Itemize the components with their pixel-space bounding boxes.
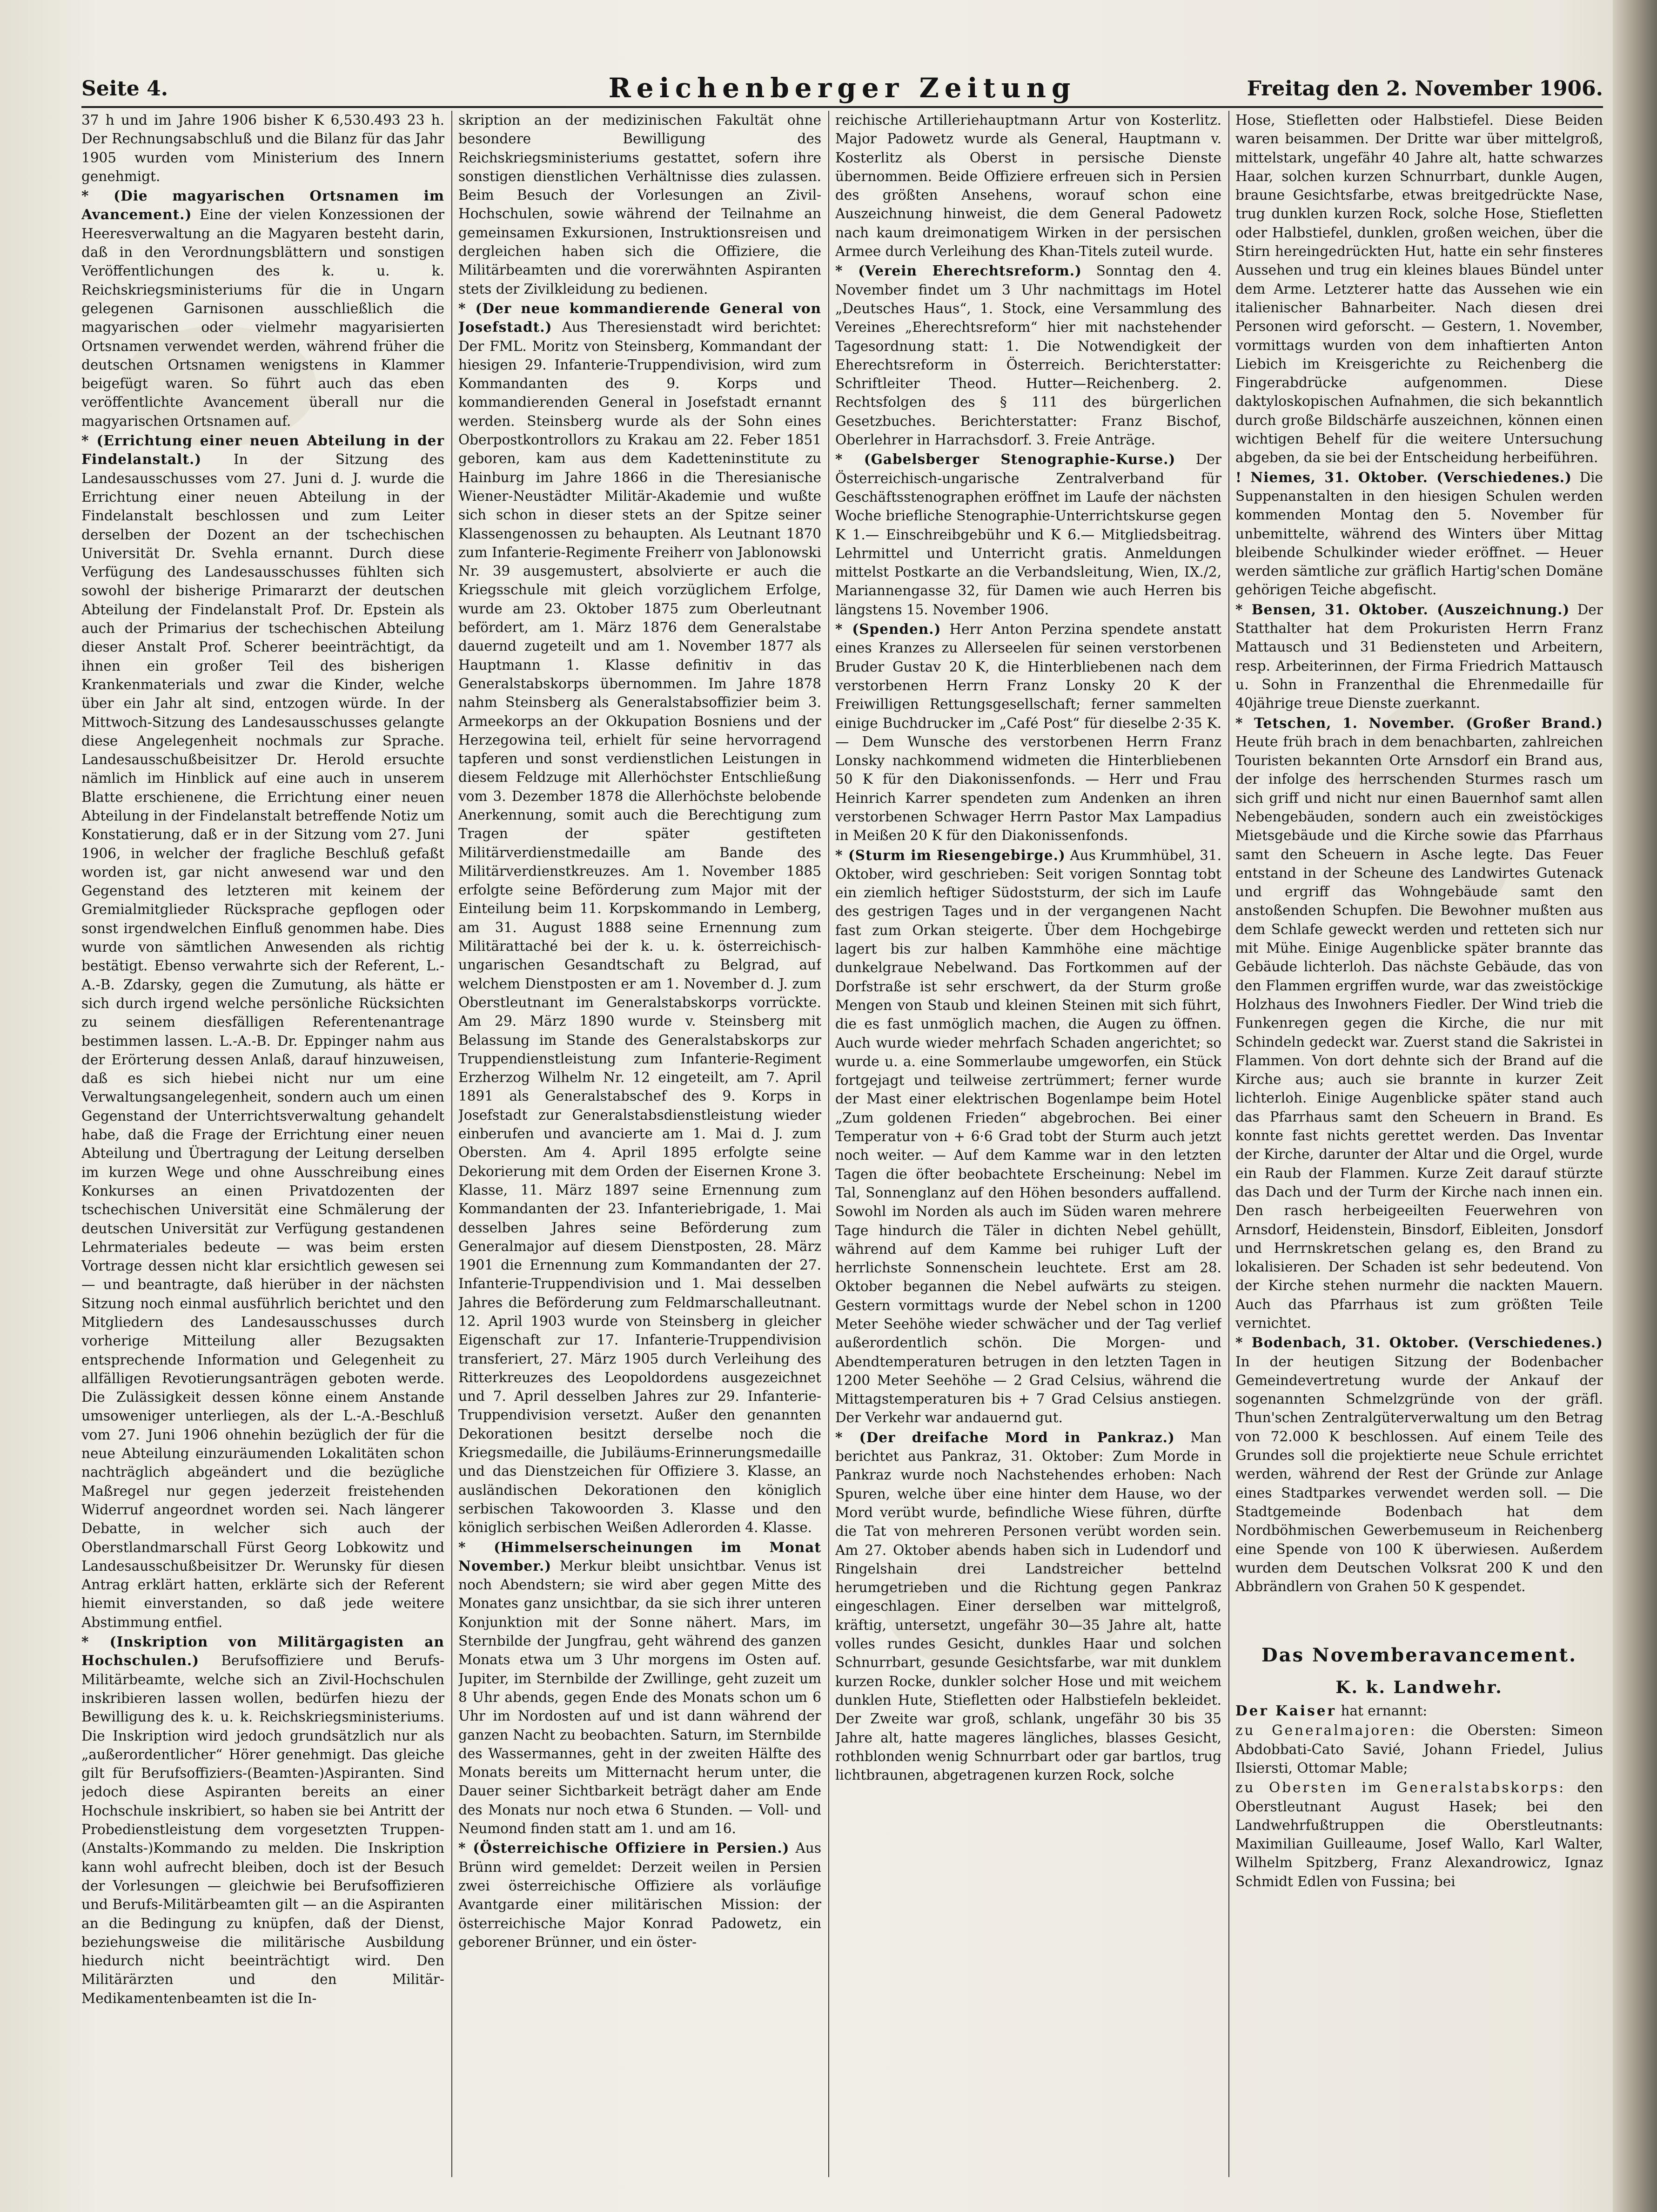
header-rule (81, 106, 1603, 108)
article (835, 111, 1221, 261)
section-title: Das Novemberavancement. (1261, 1644, 1577, 1667)
article-headline: * (Sturm im Riesengebirge.) (835, 847, 1066, 863)
article-headline: * Bensen, 31. Oktober. (Auszeichnung.) (1235, 601, 1570, 618)
newspaper-title: Reichenberger Zeitung (608, 72, 1076, 104)
avancement-entry (1235, 1778, 1603, 1891)
article-body: Sonntag den 4. November findet um 3 Uhr nachmittags im Hotel „Deutsches Haus“, 1. Stock, eine Versammlung des Vereines „Eherechtsreform“ hier mit nachstehender Tagesordnung statt: 1. Die Notwendigkeit der Eherechtsreform in Österreich. Berichterstatter: Schriftleiter Theod. Hutter—Reichenberg. 2. Rechtsfolgen des § 111 des bürgerlichen Gesetzbuches. Berichterstatter: Franz Bischof, Oberlehrer in Harrachsdorf. 3. Freie Anträge. (835, 263, 1221, 448)
article-body: In der Sitzung des Landesausschusses vom 27. Juni d. J. wurde die Errichtung einer neuen Abteilung in der Findelanstalt beschlossen und zum Leiter derselben der Dozent an der tschechischen Universität Dr. Svehla ernannt. Durch diese Verfügung des Landesausschusses fühlten sich sowohl der bisherige Primararzt der deutschen Abteilung der Findelanstalt Prof. Dr. Epstein als auch der Primarius der tschechischen Abteilung dieser Anstalt Prof. Scherer beeinträchtigt, da ihnen ein großer Teil des bisherigen Krankenmaterials und zwar die Kinder, welche über ein Jahr alt sind, entzogen würde. In der Mittwoch-Sitzung des Landesausschusses gelangte diese Angelegenheit nochmals zur Sprache. Landesausschußbeisitzer Dr. Herold ersuchte nämlich im Hinblick auf eine auch in unserem Blatte erschienene, die Errichtung einer neuen Abteilung in der Findelanstalt betreffende Notiz um Konstatierung, daß er in der Sitzung vom 27. Juni 1906, in welcher der fragliche Beschluß gefaßt worden ist, gar nicht anwesend war und den Gegenstand des letzteren mit keinem der Gremialmitglieder Rücksprache gepflogen oder sonst irgendwelchen Einfluß genommen habe. Dies wurde von sämtlichen Anwesenden als richtig bestätigt. Ebenso verwahrte sich der Referent, L.-A.-B. Zdarsky, gegen die Zumutung, als hätte er sich durch irgend welche persönliche Rücksichten zu seinem diesfälligen Referentenantrage bestimmen lassen. L.-A.-B. Dr. Eppinger nahm aus der Erörterung dessen Anlaß, darauf hinzuweisen, daß es sich hiebei nicht nur um eine Verwaltungsangelegenheit, sondern auch um einen Gegenstand der Unterrichtsverwaltung gehandelt habe, daß die Frage der Errichtung einer neuen Abteilung und Übertragung der Leitung derselben im kurzen Wege und ohne Ausschreibung eines Konkurses an einen Privatdozenten der tschechischen Universität eine Schmälerung der deutschen Universität zur Verfügung gestandenen Lehrmateriales bedeute — was beim ersten Vortrage dessen nicht klar ersichtlich gewesen sei — und beantragte, daß hierüber in der nächsten Sitzung noch einmal ausführlich berichtet und den Mitgliedern des Landesausschusses durch vorherige Mitteilung aller Bezugsakten entsprechende Information und Gelegenheit zu allfälligen Revotierungsanträgen geboten werde. Die Zulässigkeit dessen könne einem Anstande umsoweniger unterliegen, als der L.-A.-Beschluß vom 27. Juni 1906 ohnehin bezüglich der für die neue Abteilung einzuräumenden Lokalitäten schon nachträglich abgeändert und die bezügliche Maßregel nur gegen jederzeit freistehenden Widerruf angeordnet worden sei. Nach längerer Debatte, in welcher sich auch der Oberstlandmarschall Fürst Georg Lobkowitz und Landesausschußbeisitzer Dr. Werunsky für diesen Antrag erklärt hatten, erklärte sich der Referent hiemit einverstanden, so daß jede weitere Abstimmung entfiel. (81, 451, 444, 1630)
column-divider (451, 111, 452, 2177)
article (835, 450, 1221, 619)
article-body: Herr Anton Perzina spendete anstatt eines Kranzes zu Allerseelen für seinen verstorbenen Bruder Gustav 20 K, die Hinterbliebenen nach dem verstorbenen Herrn Franz Lonsky 20 K der Freiwilligen Rettungsgesellschaft; ferner sammelten einige Buchdrucker im „Café Post“ für dieselbe 2·35 K. — Dem Wunsche des verstorbenen Herrn Franz Lonsky nachkommend widmeten die Hinterbliebenen 50 K für den Diakonissenfonds. — Herr und Frau Heinrich Karrer spendeten zum Andenken an ihren verstorbenen Schwager Herrn Pastor Max Lampadius in Meißen 20 K für den Diakonissenfonds. (835, 621, 1221, 844)
article-body: Man berichtet aus Pankraz, 31. Oktober: Zum Morde in Pankraz wurde noch Nachstehendes erhoben: Nach Spuren, welche über eine hinter dem Hause, wo der Mord verübt wurde, befindliche Wiese führen, dürfte die Tat von mehreren Personen verübt worden sein. Am 27. Oktober abends haben sich in Ludendorf und Ringelshain drei Landstreicher bettelnd herumgetrieben und die Richtung gegen Pankraz eingeschlagen. Einer derselben war mittelgroß, kräftig, untersetzt, ungefähr 30—35 Jahre alt, hatte volles rundes Gesicht, dunkles Haar und solchen Schnurrbart, gesunde Gesichtsfarbe, war mit dunklem kurzen Rocke, dunkler solcher Hose und mit weichem dunklen Hute, Stiefletten oder Halbstiefeln bekleidet. Der Zweite war groß, schlank, ungefähr 30 bis 35 Jahre alt, hatte mageres längliches, blasses Gesicht, rothblonden wenig Schnurrbart oder gar bartlos, trug lichtbraunen, abgetragenen kurzen Rock, solche (835, 1429, 1221, 1783)
article-headline: * (Verein Eherechtsreform.) (835, 262, 1082, 279)
article-headline: * Tetschen, 1. November. (Großer Brand.) (1235, 714, 1603, 731)
section-subtitle: K. k. Landwehr. (1335, 1677, 1503, 1697)
intro-head: Der Kaiser (1235, 1702, 1337, 1719)
article (1235, 468, 1603, 599)
column-3 (835, 111, 1221, 2177)
article-headline: * (Errichtung einer neuen Abteilung in der Findelanstalt.) (81, 432, 444, 468)
article (81, 1633, 444, 2008)
article-body: skription an der medizinischen Fakultät ohne besondere Bewilligung des Reichskriegsministeriums gestattet, sofern ihre sonstigen dienstlichen Verhältnisse dies zulassen. Beim Besuch der Vorlesungen an Zivil-Hochschulen, sowie während der Teilnahme an gemeinsamen Exkursionen, Instruktionsreisen und dergleichen haben sich die Offiziere, die Militärbeamten und die vorerwähnten Aspiranten stets der Zivilkleidung zu bedienen. (458, 112, 821, 297)
article-body: Merkur bleibt unsichtbar. Venus ist noch Abendstern; sie wird aber gegen Mitte des Monates ganz unsichtbar, da sie sich ihrer unteren Konjunktion mit der Sonne nähert. Mars, im Sternbilde der Jungfrau, geht während des ganzen Monats etwa um 3 Uhr morgens im Osten auf. Jupiter, im Sternbilde der Zwillinge, geht zuzeit um 8 Uhr abends, gegen Ende des Monats schon um 6 Uhr im Nordosten auf und ist dann während der ganzen Nacht zu beobachten. Saturn, im Sternbilde des Wassermannes, geht in der zweiten Hälfte des Monats bereits um Mitternacht herum unter, die Dauer seiner Sichtbarkeit beträgt daher am Ende des Monats nur noch etwa 6 Stunden. — Voll- und Neumond finden statt am 1. und am 16. (458, 1558, 821, 1837)
article-body: Aus Theresienstadt wird berichtet: Der FML. Moritz von Steinsberg, Kommandant der hiesigen 29. Infanterie-Truppendivision, wird zum Kommandanten des 9. Korps und kommandierenden General in Josefstadt ernannt werden. Steinsberg wurde als der Sohn eines Oberpostkontrollors zu Krakau am 22. Feber 1851 geboren, kam aus dem Kadetteninstitute zu Hainburg im Jahre 1866 in die Theresianische Wiener-Neustädter Militär-Akademie und wußte sich schon in dieser stets an der Spitze seiner Klassengenossen zu behaupten. Als Leutnant 1870 zum Infanterie-Regimente Freiherr von Jablonowski Nr. 39 ausgemustert, absolvierte er auch die Kriegsschule mit gleich vorzüglichem Erfolge, wurde am 23. Oktober 1875 zum Oberleutnant befördert, am 1. März 1876 dem Generalstabe dauernd zugeteilt und am 1. November 1877 als Hauptmann 1. Klasse definitiv in das Generalstabskorps übernommen. Im Jahre 1878 nahm Steinsberg als Generalstabsoffizier beim 3. Armeekorps an der Okkupation Bosniens und der Herzegowina teil, erhielt für seine hervorragend tapferen und sonst verdienstlichen Leistungen in diesem Feldzuge mit Allerhöchster Entschließung vom 3. Dezember 1878 die Allerhöchste belobende Anerkennung, somit auch die Berechtigung zum Tragen der später gestifteten Militärverdienstmedaille am Bande des Militärverdienstkreuzes. Am 1. November 1885 erfolgte seine Beförderung zum Major mit der Einteilung beim 11. Korpskommando in Lemberg, am 31. August 1888 seine Ernennung zum Militärattaché bei der k. u. k. österreichisch-ungarischen Gesandtschaft zu Belgrad, auf welchem Dienstposten er am 1. November d. J. zum Oberstleutnant im Generalstabskorps vorrückte. Am 29. März 1890 wurde v. Steinsberg mit Belassung im Stande des Generalstabskorps zur Truppendienstleistung zum Infanterie-Regiment Erzherzog Wilhelm Nr. 12 eingeteilt, am 7. April 1891 als Generalstabschef des 9. Korps in Josefstadt zur Generalstabsdienstleistung wieder einberufen und avancierte am 1. Mai d. J. zum Obersten. Am 4. April 1895 erfolgte seine Dekorierung mit dem Orden der Eisernen Krone 3. Klasse, 11. März 1897 seine Ernennung zum Kommandanten der 23. Infanteriebrigade, 1. Mai desselben Jahres seine Beförderung zum Generalmajor auf diesem Dienstposten, 28. März 1901 die Ernennung zum Kommandanten der 27. Infanterie-Truppendivision und 1. Mai desselben Jahres die Beförderung zum Feldmarschalleutnant. 12. April 1903 wurde von Steinsberg in gleicher Eigenschaft zur 17. Infanterie-Truppendivision transferiert, 27. März 1905 durch Verleihung des Ritterkreuzes des Leopoldordens ausgezeichnet und 7. April desselben Jahres zur 29. Infanterie-Truppendivision versetzt. Außer den genannten Dekorationen besitzt derselbe noch die Kriegsmedaille, die Jubiläums-Erinnerungsmedaille und das Dienstzeichen für Offiziere 3. Klasse, an ausländischen Dekorationen den königlich serbischen Takowoorden 3. Klasse und den königlich serbischen Weißen Adlerorden 4. Klasse. (458, 319, 821, 1536)
article-body: Heute früh brach in dem benachbarten, zahlreichen Touristen bekannten Orte Arnsdorf ein Brand aus, der infolge des herrschenden Sturmes rasch um sich griff und nicht nur einen Bauernhof samt allen Nebengebäuden, sondern auch ein zweistöckiges Mietsgebäude und die Kirche sowie das Pfarrhaus samt den Scheuern in Asche legte. Das Feuer entstand in der Scheune des Landwirtes Gutenack und ergriff das Wohngebäude samt den anstoßenden Schupfen. Die Bewohner mußten aus dem Schlafe geweckt werden und retteten sich nur mit Mühe. Einige Augenblicke später brannte das Gebäude lichterloh. Das nächste Gebäude, das von den Flammen ergriffen wurde, war das zweistöckige Holzhaus des Inwohners Fiedler. Der Wind trieb die Funkenregen gegen die Kirche, die nur mit Schindeln gedeckt war. Zuerst stand die Sakristei in Flammen. Von dort dehnte sich der Brand auf die Kirche aus; auch sie brannte in kurzer Zeit lichterloh. Einige Augenblicke später stand auch das Pfarrhaus samt den Scheuern in Brand. Es konnte fast nichts gerettet werden. Das Inventar der Kirche, darunter der Altar und die Orgel, wurde ein Raub der Flammen. Kurze Zeit darauf stürzte das Dach und der Turm der Kirche nach innen ein. Den rasch herbeigeeilten Feuerwehren von Arnsdorf, Heidenstein, Binsdorf, Eibleiten, Jonsdorf und Herrnskretschen gelang es, den Brand zu lokalisieren. Der Schaden ist sehr bedeutend. Von der Kirche stehen nurmehr die nackten Mauern. Auch das Pfarrhaus ist zum größten Teile vernichtet. (1235, 733, 1603, 1331)
article-headline: * (Österreichische Offiziere in Persien.) (458, 1840, 790, 1856)
article-headline: ! Niemes, 31. Oktober. (Verschiedenes.) (1235, 469, 1572, 485)
intro-text: hat ernannt: (1341, 1703, 1428, 1719)
article (1235, 600, 1603, 713)
article-body: reichische Artilleriehauptmann Artur von Kosterlitz. Major Padowetz wurde als General, Hauptmann v. Kosterlitz als Oberst in persische Dienste übernommen. Beide Offiziere erfreuen sich in Persien des größten Ansehens, worauf schon eine Auszeichnung hinweist, die dem General Padowetz nach kaum dreimonatigem Wirken in der persischen Armee durch Verleihung des Khan-Titels zuteil wurde. (835, 112, 1221, 260)
column-4 (1235, 111, 1603, 2177)
article (1235, 111, 1603, 467)
article-headline: * (Himmelserscheinungen im Monat November.) (458, 1539, 821, 1574)
article-body: Die Suppenanstalten in den hiesigen Schulen werden kommenden Montag den 5. November für unbemittelte, während des Winters über Mittag bleibende Schulkinder wieder eröffnet. — Heuer werden sämtliche zur gräflich Hartig'schen Domäne gehörigen Teiche abgefischt. (1235, 469, 1603, 598)
page-header (81, 72, 1603, 105)
avancement-intro (1235, 1701, 1603, 1720)
column-divider (828, 111, 829, 2177)
article (835, 620, 1221, 845)
column-1 (81, 111, 444, 2177)
entry-text: den Oberstleutnant August Hasek; bei den Landwehrfußtruppen die Oberstleutnants: Maximilian Guilleaume, Josef Wallo, Karl Walter, Wilhelm Spitzberg, Franz Alexandrowicz, Ignaz Schmidt Edlen von Fussina; bei (1235, 1780, 1603, 1889)
article-headline: * Bodenbach, 31. Oktober. (Verschiedenes.) (1235, 1334, 1603, 1351)
entry-head: zu Generalmajoren: (1235, 1722, 1417, 1739)
issue-date: Freitag den 2. November 1906. (1247, 77, 1603, 101)
page-number: Seite 4. (81, 77, 168, 101)
article (458, 111, 821, 298)
column-divider (1228, 111, 1229, 2177)
article (1235, 714, 1603, 1333)
article (1235, 1333, 1603, 1596)
article-body: Berufsoffiziere und Berufs-Militärbeamte, welche sich an Zivil-Hochschulen inskribieren lassen wollen, bedürfen hiezu der Bewilligung des k. u. k. Reichskriegsministeriums. Die Inskription wird jedoch grundsätzlich nur als „außerordentlicher“ Hörer genehmigt. Das gleiche gilt für Berufsoffiziers-(Beamten-)Aspiranten. Sind jedoch diese Aspiranten bereits an einer Hochschule inskribiert, so haben sie bei Antritt der Probedienstleistung dem vorgesetzten Truppen-(Anstalts-)Kommando zu melden. Die Inskription kann wohl aufrecht bleiben, doch ist der Besuch der Vorlesungen — gleichwie bei Berufsoffizieren und Berufs-Militärbeamten gilt — an die Aspiranten an die Bedingung zu knüpfen, daß der Dienst, beziehungsweise die militärische Ausbildung hiedurch nicht beeinträchtigt wird. Den Militärärzten und den Militär-Medikamentenbeamten ist die In- (81, 1653, 444, 2006)
article-body: Der Statthalter hat dem Prokuristen Herrn Franz Mattausch und 31 Bediensteten und Arbeitern, resp. Arbeiterinnen, der Firma Friedrich Mattausch u. Sohn in Franzenthal die Ehrenmedaille für 40jährige treue Dienste zuerkannt. (1235, 601, 1603, 712)
article-body: Aus Krummhübel, 31. Oktober, wird geschrieben: Seit vorigen Sonntag tobt ein ziemlich heftiger Südoststurm, der sich im Laufe des gestrigen Tages und in der vergangenen Nacht fast zum Orkan steigerte. Über dem Hochgebirge lagert bis zur halben Kammhöhe eine mächtige dunkelgraue Nebelwand. Das Fortkommen auf der Dorfstraße ist sehr erschwert, da der Sturm große Mengen von Staub und kleinen Steinen mit sich führt, die es fast unmöglich machen, die Augen zu öffnen. Auch wurde wieder mehrfach Schaden angerichtet; so wurde u. a. eine Sommerlaube umgeworfen, ein Stück fortgejagt und teilweise zertrümmert; ferner wurde der Mast einer elektrischen Bogenlampe beim Hotel „Zum goldenen Frieden“ abgebrochen. Bei einer Temperatur von + 6·6 Grad tobt der Sturm auch jetzt noch weiter. — Auf dem Kamme war in den letzten Tagen die öfter beobachtete Erscheinung: Nebel im Tal, Sonnenglanz auf den Höhen besonders auffallend. Sowohl im Norden als auch im Süden waren mehrere Tage hindurch die Täler in dichten Nebel gehüllt, während auf dem Kamme bei ruhiger Luft der herrlichste Sonnenschein leuchtete. Erst am 28. Oktober begannen die Nebel aufwärts zu steigen. Gestern vormittags wurde der Nebel schon in 1200 Meter Seehöhe wieder schwächer und der Tag verlief außerordentlich schön. Die Morgen- und Abendtemperaturen betrugen in den letzten Tagen in 1200 Meter Seehöhe — 2 Grad Celsius, während die Mittagstemperaturen bis + 7 Grad Celsius anstiegen. Der Verkehr war andauernd gut. (835, 847, 1221, 1426)
article-headline: * (Spenden.) (835, 621, 941, 638)
article (835, 1428, 1221, 1785)
article-body: In der heutigen Sitzung der Bodenbacher Gemeindevertretung wurde der Ankauf der sogenannten Schmelzgründe von der gräfl. Thun'schen Zentralgüterverwaltung um den Betrag von 72.000 K beschlossen. Auf einem Teile des Grundes soll die projektierte neue Schule errichtet werden, während der Rest der Gründe zur Anlage eines Stadtparkes verwendet werden soll. — Die Stadtgemeinde Bodenbach hat dem Nordböhmischen Gewerbemuseum in Reichenberg eine Spende von 100 K überwiesen. Außerdem wurden dem Deutschen Volksrat 200 K und den Abbrändlern von Grahen 50 K gespendet. (1235, 1353, 1603, 1595)
article (458, 299, 821, 1537)
entry-text: die Obersten: Simeon Abdobbati-Cato Savié, Johann Friedel, Julius Ilsiersti, Ottomar Mable; (1235, 1722, 1603, 1776)
section-gap (1235, 1597, 1603, 1633)
article-body: Aus Brünn wird gemeldet: Derzeit weilen in Persien zwei österreichische Offiziere als vorläufige Avantgarde einer militärischen Mission: der österreichische Major Konrad Padowetz, ein geborener Brünner, und ein öster- (458, 1840, 821, 1950)
article (458, 1839, 821, 1951)
article-headline: * (Inskription von Militärgagisten an Hochschulen.) (81, 1634, 444, 1669)
article-headline: * (Gabelsberger Stenographie-Kurse.) (835, 451, 1176, 468)
article-body: Hose, Stiefletten oder Halbstiefel. Diese Beiden waren beisammen. Der Dritte war über mittelgroß, mittelstark, ungefähr 40 Jahre alt, hatte schwarzes Haar, solchen kurzen Schnurrbart, dunkle Augen, braune Gesichtsfarbe, etwas breitgedrückte Nase, trug dunklen kurzen Rock, solche Hose, Stiefletten oder Halbstiefel, dunklen, großen weichen, über die Stirn hereingedrückten Hut, hatte ein sehr finsteres Aussehen und trug ein kleines blaues Bündel unter dem Arme. Letzterer hatte das Aussehen wie ein italienischer Bahnarbeiter. Nach diesen drei Personen wird geforscht. — Gestern, 1. November, vormittags wurden von dem inhaftierten Anton Liebich im Kreisgerichte zu Reichenberg die Fingerabdrücke aufgenommen. Diese daktyloskopischen Aufnahmen, die sich bekanntlich durch große Bildschärfe auszeichnen, können einen wichtigen Behelf für die weitere Untersuchung abgeben, da sie bei der Entscheidung herbeiführen. (1235, 112, 1603, 466)
column-2 (458, 111, 821, 2177)
article-headline: * (Die magyarischen Ortsnamen im Avancement.) (81, 188, 444, 223)
article (835, 262, 1221, 449)
article (81, 431, 444, 1632)
article (458, 1538, 821, 1838)
article-body: Der Österreichisch-ungarische Zentralverband für Geschäftsstenographen eröffnet im Laufe der nächsten Woche briefliche Stenographie-Unterrichtskurse gegen K 1.— Einschreibgebühr und K 6.— Mitgliedsbeitrag. Lehrmittel und Unterricht gratis. Anmeldungen mittelst Postkarte an die Verbandsleitung, Wien, IX./2, Mariannengasse 32, für Damen wie auch Herren bis längstens 15. November 1906. (835, 451, 1221, 618)
avancement-entry (1235, 1721, 1603, 1777)
article (81, 187, 444, 430)
article-body: 37 h und im Jahre 1906 bisher K 6,530.493 23 h. Der Rechnungsabschluß und die Bilanz für das Jahr 1905 wurden vom Ministerium des Innern genehmigt. (81, 112, 444, 184)
article (835, 846, 1221, 1427)
page-edge-shadow (1613, 0, 1657, 2212)
article-headline: * (Der dreifache Mord in Pankraz.) (835, 1429, 1175, 1446)
article-body: Eine der vielen Konzessionen der Heeresverwaltung an die Magyaren besteht darin, daß in den Verordnungsblättern und sonstigen Veröffentlichungen des k. u. k. Reichskriegsministeriums für die in Ungarn gelegenen Garnisonen ausschließlich die magyarischen oder vielmehr magyarisierten Ortsnamen verwendet werden, während früher die deutschen Ortsnamen wenigstens in Klammer beigefügt waren. So führt auch das eben veröffentlichte Avancement überall nur die magyarischen Ortsnamen auf. (81, 207, 444, 429)
article-headline: * (Der neue kommandierende General von Josefstadt.) (458, 300, 821, 336)
article (81, 111, 444, 186)
entry-head: zu Obersten im Generalstabskorps: (1235, 1780, 1566, 1796)
